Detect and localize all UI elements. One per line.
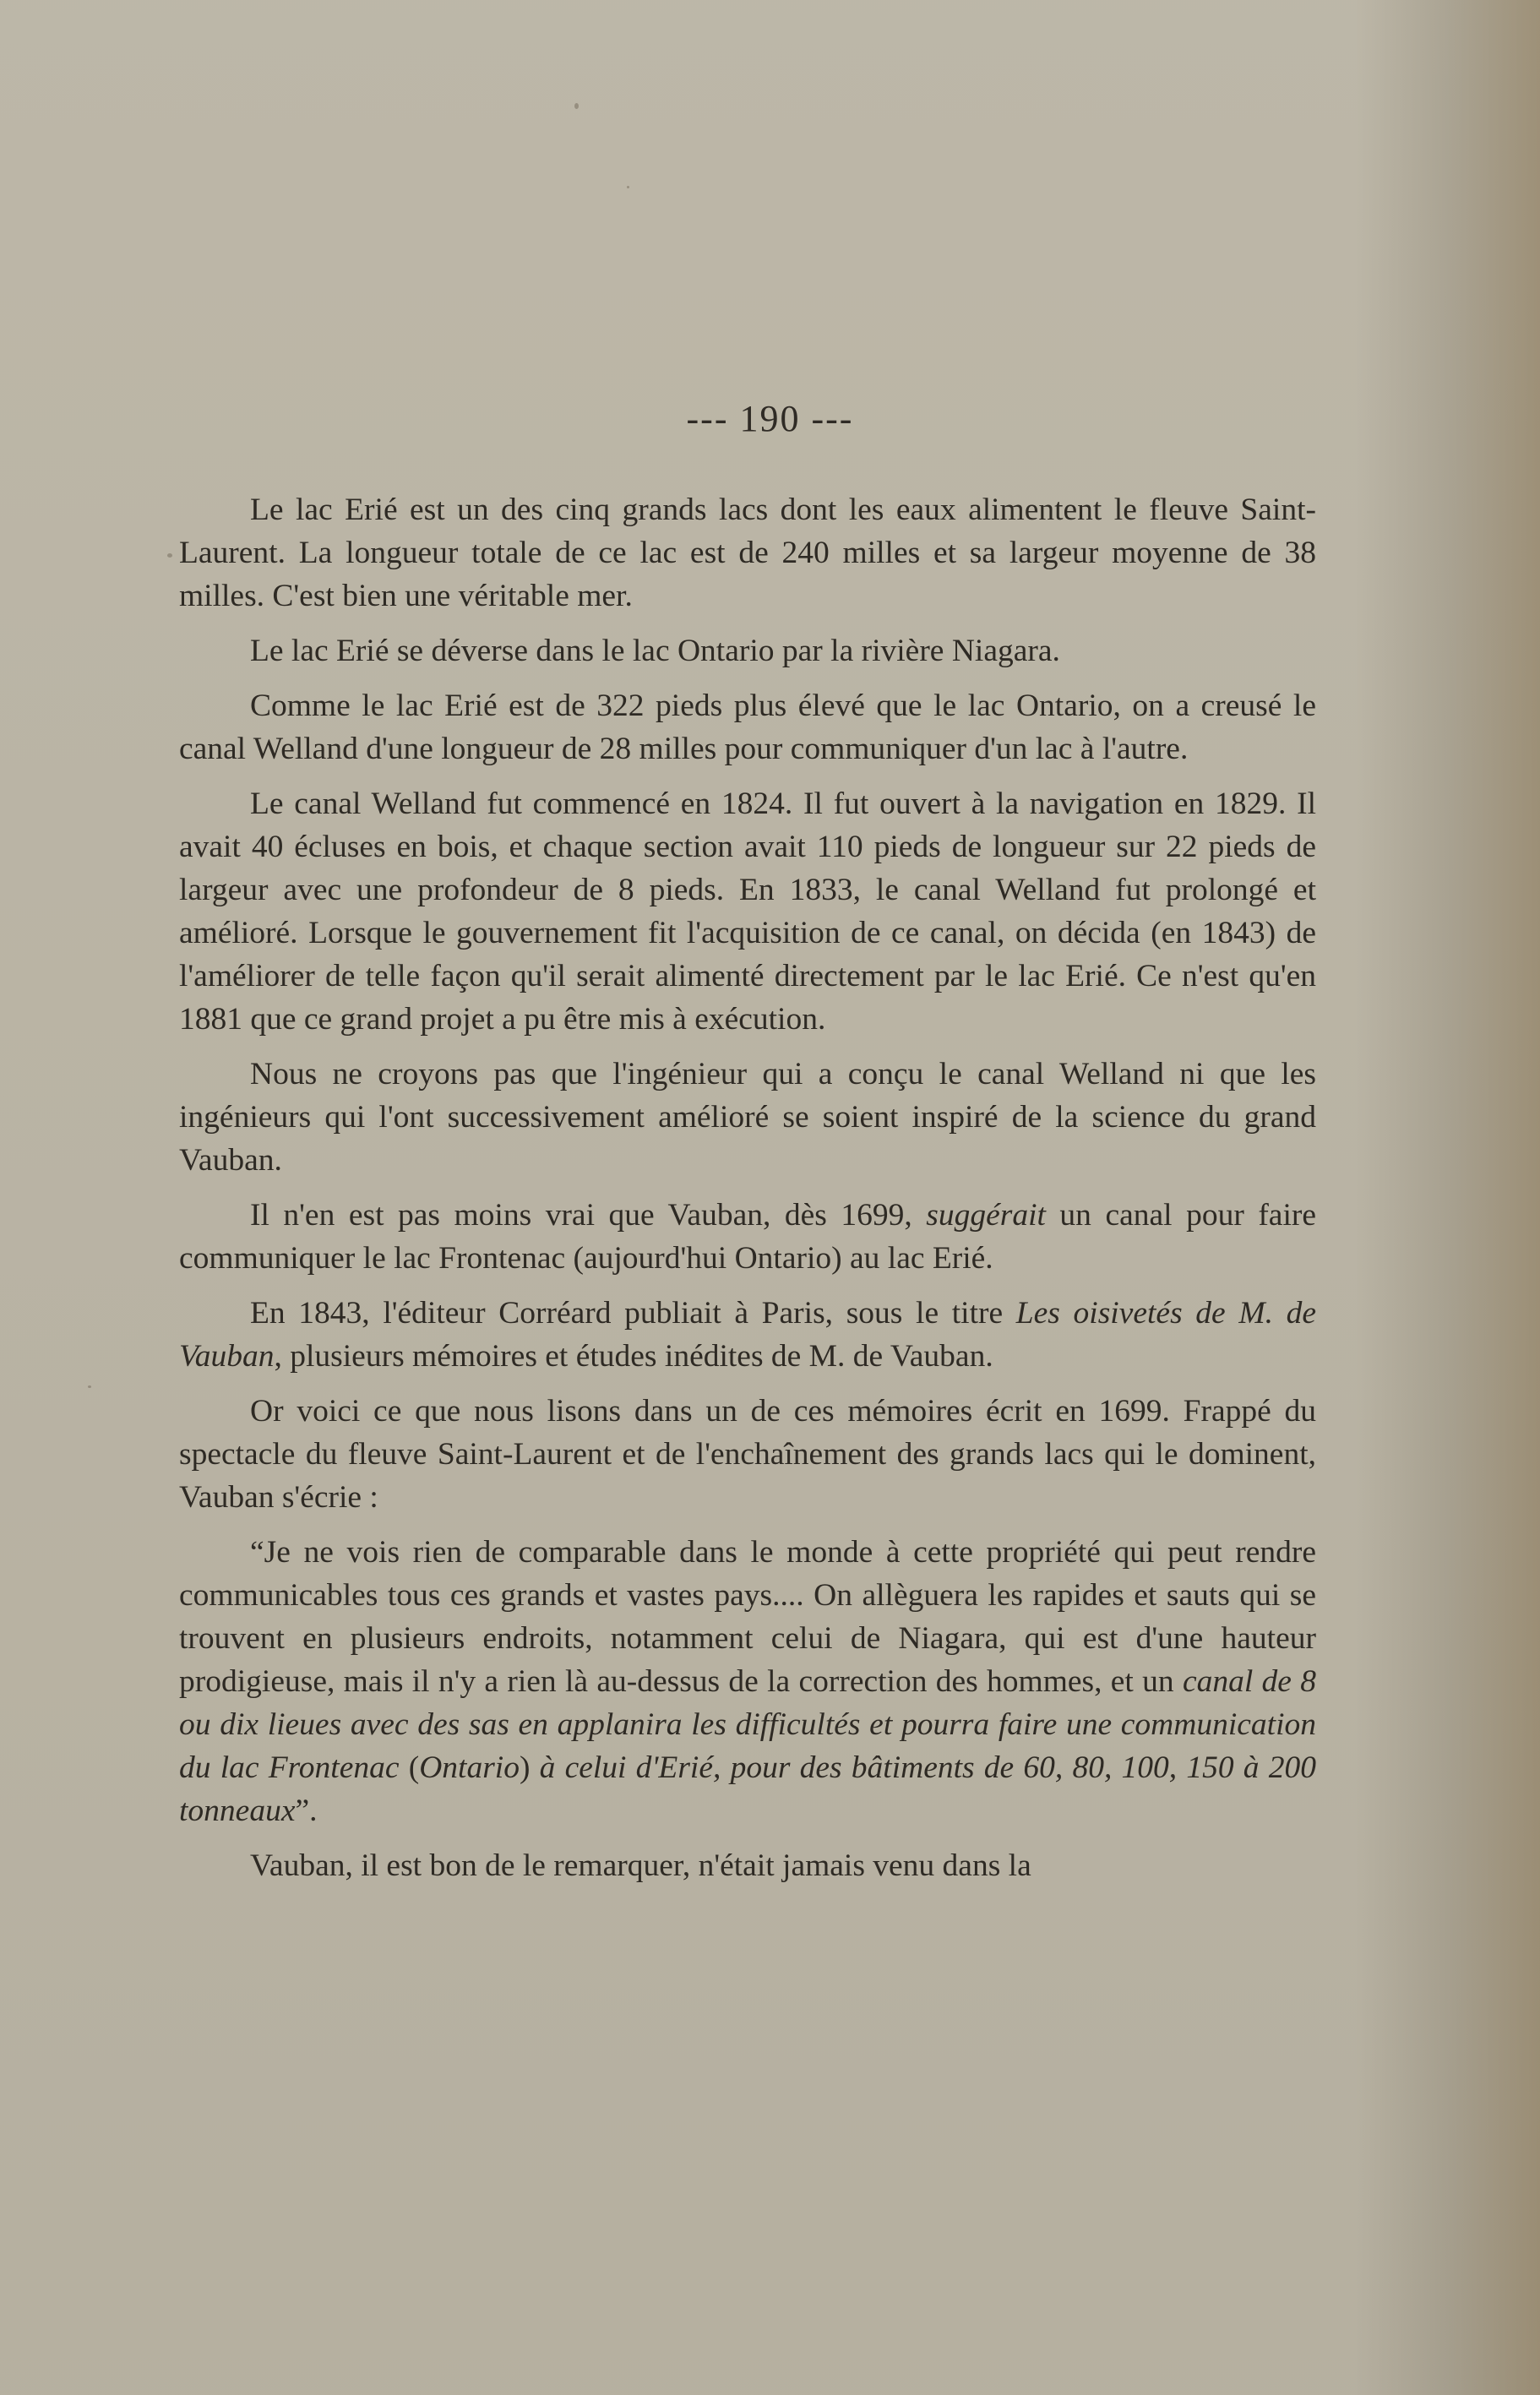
text-segment: ( [399, 1750, 420, 1785]
text-segment: Nous ne croyons pas que l'ingénieur qui a conçu le canal Welland ni que les ingénieurs qui l'ont successivement amélioré se soient inspiré de la science du grand Vauban. [179, 1057, 1316, 1178]
text-segment: , plusieurs mémoires et études inédites de M. de Vauban. [274, 1339, 993, 1374]
text-segment: Comme le lac Erié est de 322 pieds plus élevé que le lac Ontario, on a creusé le canal Welland d'une longueur de 28 milles pour communiquer d'un lac à l'autre. [179, 689, 1316, 766]
paragraph-p5 [179, 1053, 1316, 1182]
paragraph-p3 [179, 684, 1316, 770]
paragraph-p6 [179, 1194, 1316, 1280]
paper-speck [627, 186, 629, 188]
paragraph-p10 [179, 1844, 1316, 1887]
paragraph-p2 [179, 629, 1316, 672]
text-segment: Le lac Erié se déverse dans le lac Ontario par la rivière Niagara. [250, 634, 1060, 668]
text-segment: ) [519, 1750, 540, 1785]
paper-speck [574, 103, 579, 109]
text-segment: Il n'en est pas moins vrai que Vauban, dès 1699, [250, 1198, 927, 1233]
text-segment: En 1843, l'éditeur Corréard publiait à Paris, sous le titre [250, 1296, 1016, 1331]
text-segment: Le canal Welland fut commencé en 1824. Il fut ouvert à la navigation en 1829. Il avait 40 écluses en bois, et chaque section avait 110 pieds de longueur sur 22 pieds de largeur avec une profondeur de 8 pieds. En 1833, le canal Welland fut prolongé et amélioré. Lorsque le gouvernement fit l'acquisition de ce canal, on décida (en 1843) de l'améliorer de telle façon qu'il serait alimenté directement par le lac Erié. Ce n'est qu'en 1881 que ce grand projet a pu être mis à exécution. [179, 787, 1316, 1037]
text-segment: “Je ne vois rien de comparable dans le monde à cette propriété qui peut rendre communicables tous ces grands et vastes pays.... On allèguera les rapides et sauts qui se trouvent en plusieurs endroits, notamment celui de Niagara, qui est d'une hauteur prodigieuse, mais il n'y a rien là au-dessus de la correction des hommes, et un [179, 1535, 1316, 1699]
paper-speck [88, 1385, 91, 1388]
text-segment: un canal pour faire communiquer le lac Frontenac (aujourd'hui Ontario) au lac Erié. [179, 1198, 1316, 1276]
italic-text: canal de 8 ou dix lieues avec des sas en applanira les difficultés et pourra faire une communication du lac Frontenac [179, 1664, 1316, 1785]
italic-text: Les oisivetés de M. de Vauban [179, 1296, 1317, 1374]
page-number: --- 190 --- [686, 398, 854, 439]
italic-text: suggérait [926, 1198, 1046, 1233]
body-text [179, 488, 1316, 1899]
text-segment: ”. [295, 1794, 318, 1828]
paper-speck [167, 553, 172, 558]
italic-text: à celui d'Erié, pour des bâtiments de 60, 80, 100, 150 à 200 tonneaux [179, 1750, 1316, 1828]
paragraph-p7 [179, 1292, 1316, 1378]
paragraph-p9 [179, 1531, 1316, 1832]
text-segment: Or voici ce que nous lisons dans un de ces mémoires écrit en 1699. Frappé du spectacle du fleuve Saint-Laurent et de l'enchaînement des grands lacs qui le dominent, Vauban s'écrie : [179, 1394, 1316, 1515]
paragraph-p1 [179, 488, 1316, 618]
text-segment: Le lac Erié est un des cinq grands lacs dont les eaux alimentent le fleuve Saint-Laurent. La longueur totale de ce lac est de 240 milles et sa largeur moyenne de 38 milles. C'est bien une véritable mer. [179, 493, 1316, 613]
paragraph-p4 [179, 782, 1316, 1041]
paragraph-p8 [179, 1390, 1316, 1519]
text-segment: Vauban, il est bon de le remarquer, n'était jamais venu dans la [250, 1848, 1031, 1883]
italic-text: Ontario [419, 1750, 520, 1785]
